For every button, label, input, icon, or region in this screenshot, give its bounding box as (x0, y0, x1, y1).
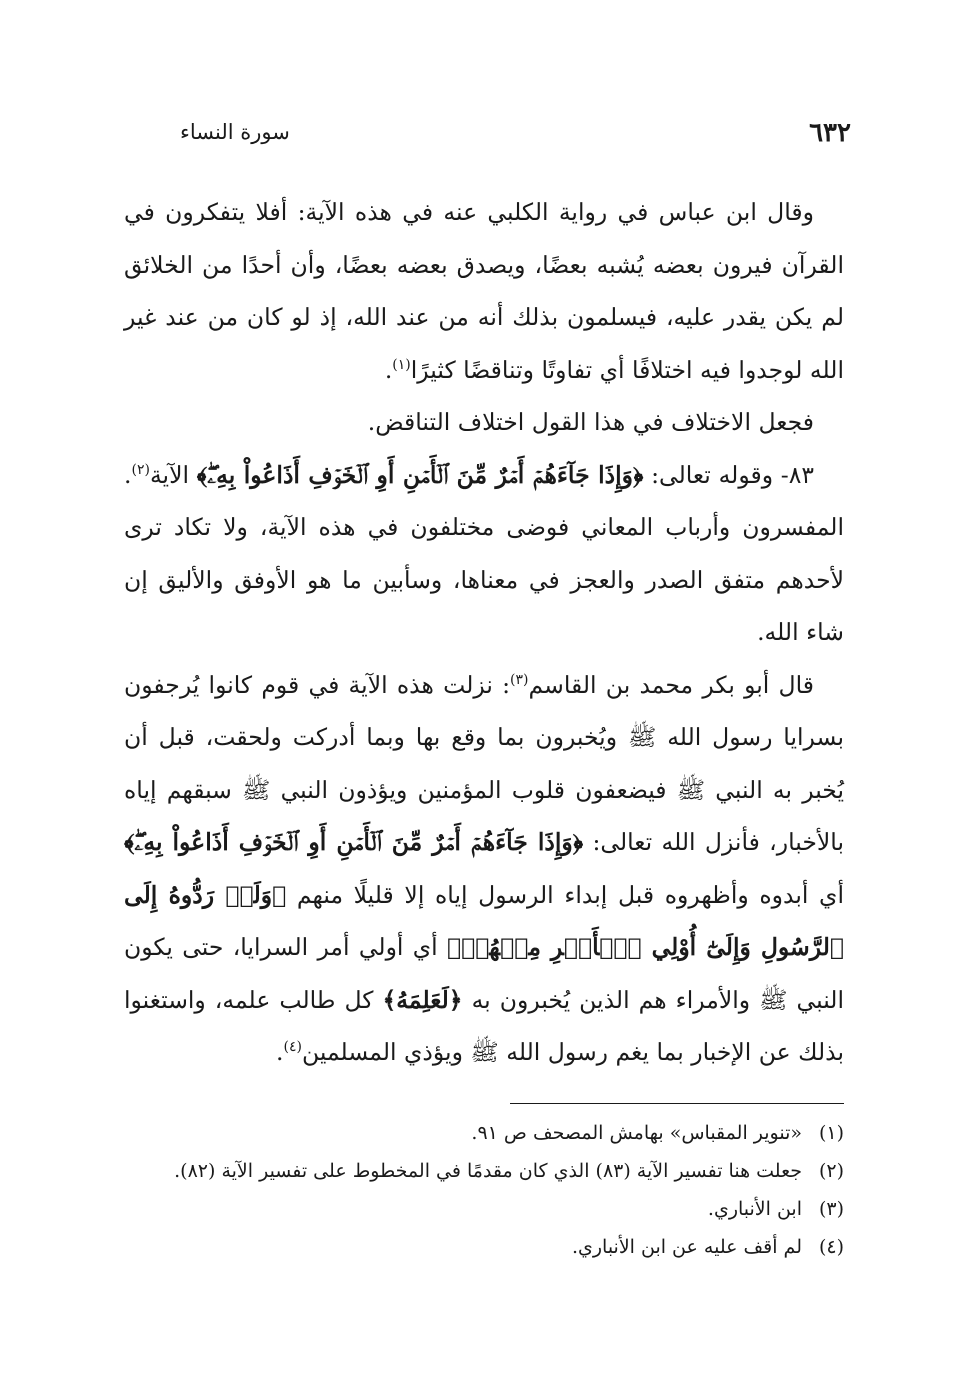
footnote-1 (124, 1114, 844, 1152)
footnote-ref-4: (٤) (283, 1039, 302, 1055)
paragraph-3-rest: . المفسرون وأرباب المعاني فوضى مختلفون في هذه الآية، ولا تكاد ترى لأحدهم متفق الصدر والعجز في معناها، وسأبين ما هو الأوفق والأليق إن شاء الله. (124, 460, 844, 646)
surah-name: سورة النساء (180, 120, 290, 144)
footnote-number: (٤) (818, 1236, 844, 1258)
quran-quote-2: ﴿وَإِذَا جَآءَهُمۡ أَمۡرٌ مِّنَ ٱلۡأَمۡنِ أَوِ ٱلۡخَوۡفِ أَذَاعُواْ بِهِۦۖ﴾ (124, 828, 584, 856)
quran-quote-3: ﴿وَلَوۡ رَدُّوهُ إِلَى ٱلرَّسُولِ وَإِلَىٰٓ أُوْلِي ٱلۡأَمۡرِ مِنۡهُمۡ﴾ (124, 880, 844, 961)
footnote-text: جعلت هنا تفسير الآية (٨٣) الذي كان مقدمًا في المخطوط على تفسير الآية (٨٢). (174, 1160, 802, 1182)
footnote-text: ابن الأنباري. (707, 1198, 802, 1220)
paragraph-1-end: . (384, 355, 393, 384)
paragraph-4-b: : نزلت هذه الآية في قوم كانوا يُرجفون بسرايا رسول الله ﷺ ويُخبرون بما وقع بها وبما أدركت ولحقت، قبل أن يُخبر به النبي ﷺ فيضعفون قلوب المؤمنين ويؤذون النبي ﷺ سبقهم إياه بالأخبار، فأنزل الله تعالى: (124, 670, 844, 856)
footnotes (124, 1114, 844, 1266)
footnote-ref-3: (٣) (510, 671, 529, 688)
main-text (124, 186, 844, 1079)
paragraph-4-e: كل طالب علمه، واستغنوا بذلك عن الإخبار بما يغم رسول الله ﷺ ويؤذي المسلمين (124, 985, 844, 1066)
paragraph-4-c: أي أبدوه وأظهروه قبل إبداء الرسول إياه إلا قليلًا منهم (286, 880, 844, 909)
paragraph-2-text: فجعل الاختلاف في هذا القول اختلاف التناقض. (367, 408, 814, 436)
quran-quote-4: ﴿لَعَلِمَهُ﴾ (382, 985, 463, 1014)
footnote-text: لم أقف عليه عن ابن الأنباري. (571, 1236, 802, 1258)
paragraph-4-end: . (276, 1038, 284, 1066)
footnote-3 (124, 1190, 844, 1228)
paragraph-2 (124, 396, 844, 449)
footnote-number: (٣) (818, 1198, 844, 1220)
quran-quote-1: ﴿وَإِذَا جَآءَهُمۡ أَمۡرٌ مِّنَ ٱلۡأَمۡنِ أَوِ ٱلۡخَوۡفِ أَذَاعُواْ بِهِۦۖ﴾ (196, 460, 644, 489)
footnote-ref-1: (١) (392, 356, 411, 373)
paragraph-3-aya: الآية (149, 460, 197, 489)
running-head (120, 118, 851, 158)
footnote-ref-2: (٢) (131, 461, 150, 478)
page-number: ٦٣٢ (809, 118, 851, 148)
footnote-4 (124, 1228, 844, 1266)
footnote-text: «تنوير المقباس» بهامش المصحف ص ٩١. (471, 1122, 802, 1144)
paragraph-4-a: قال أبو بكر محمد بن القاسم (528, 670, 815, 699)
paragraph-1-text: وقال ابن عباس في رواية الكلبي عنه في هذه الآية: أفلا يتفكرون في القرآن فيرون بعضه يُشبه بعضًا، ويصدق بعضه بعضًا، وأن أحدًا من الخلائق لم يكن يقدر عليه، فيسلمون بذلك أنه من عند الله، إذ لو كان من عند غير الله لوجدوا فيه اختلافًا أي تفاوتًا وتناقضًا كثيرًا (124, 198, 844, 384)
paragraph-3 (124, 449, 844, 659)
paragraph-3-lead: ٨٣- وقوله تعالى: (643, 460, 814, 489)
footnote-separator (510, 1103, 844, 1104)
paragraph-4 (124, 659, 844, 1079)
footnote-2 (124, 1152, 844, 1190)
footnote-number: (٢) (818, 1160, 844, 1182)
footnote-number: (١) (818, 1122, 844, 1144)
paragraph-1 (124, 186, 844, 396)
paragraph-4-d: أي أولي أمر السرايا، حتى يكون النبي ﷺ والأمراء هم الذين يُخبرون به (124, 933, 844, 1014)
